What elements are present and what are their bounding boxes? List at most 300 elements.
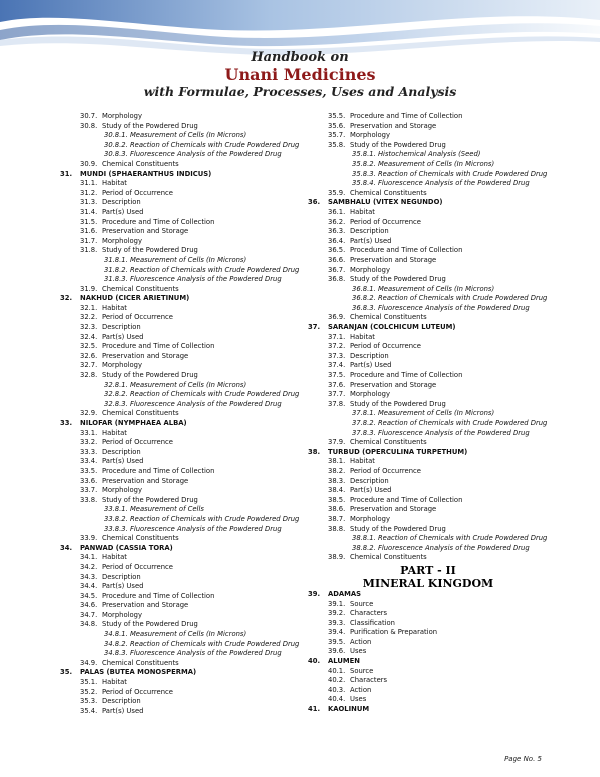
toc-subsection (308, 429, 548, 439)
toc-text: Description (102, 697, 141, 706)
toc-subsection (60, 141, 300, 151)
header-line-1: Handbook on (251, 50, 349, 65)
toc-number: 32.4. (80, 332, 98, 341)
toc-number: 37.6. (328, 380, 346, 389)
toc-section (308, 467, 548, 477)
toc-number: 31.3. (80, 198, 98, 207)
toc-section (308, 237, 548, 247)
toc-text: 38.8.1. Reaction of Chemicals with Crude Powdered Drug (352, 534, 548, 543)
toc-text: Procedure and Time of Collection (102, 466, 215, 475)
toc-text: Habitat (350, 207, 375, 216)
toc-text: Part(s) Used (350, 361, 392, 370)
toc-text: Chemical Constituents (350, 438, 427, 447)
toc-text: Morphology (102, 361, 142, 370)
toc-section (308, 352, 548, 362)
toc-section (308, 638, 548, 648)
toc-text: NAKHUD (CICER ARIETINUM) (80, 294, 190, 303)
toc-number: 38.5. (328, 495, 346, 504)
toc-subsection (308, 160, 548, 170)
toc-section (308, 609, 548, 619)
toc-text: Morphology (350, 131, 390, 140)
toc-subsection (60, 131, 300, 141)
toc-text: TURBUD (OPERCULINA TURPETHUM) (328, 447, 468, 456)
toc-section (308, 208, 548, 218)
toc-text: Action (350, 637, 372, 646)
toc-text: Classification (350, 618, 395, 627)
toc-text: Part(s) Used (102, 457, 144, 466)
toc-text: 37.8.2. Reaction of Chemicals with Crude Powdered Drug (352, 419, 548, 427)
toc-section (308, 477, 548, 487)
toc-section (308, 342, 548, 352)
toc-section (60, 333, 300, 343)
toc-number: 37.8. (328, 399, 346, 408)
toc-number: 35.6. (328, 121, 346, 130)
toc-number: 33.1. (80, 428, 98, 437)
toc-text: Source (350, 666, 374, 675)
toc-subsection (60, 150, 300, 160)
toc-section (60, 496, 300, 506)
toc-section (60, 246, 300, 256)
toc-subsection (60, 266, 300, 276)
toc-number: 38. (308, 447, 321, 456)
toc-text: Preservation and Storage (102, 601, 189, 610)
toc-number: 33.5. (80, 466, 98, 475)
toc-number: 34.8. (80, 620, 98, 629)
toc-text: 35.8.1. Histochemical Analysis (Seed) (352, 150, 481, 159)
toc-section (308, 141, 548, 151)
toc-text: Part(s) Used (350, 236, 392, 245)
toc-number: 36.2. (328, 217, 346, 226)
toc-number: 35.7. (328, 131, 346, 140)
toc-number: 31.2. (80, 188, 98, 197)
toc-number: 35.4. (80, 706, 98, 715)
toc-chapter (60, 544, 300, 554)
toc-text: KAOLINUM (328, 705, 370, 714)
toc-text: Description (350, 351, 389, 360)
toc-number: 33.6. (80, 476, 98, 485)
toc-chapter (308, 323, 548, 333)
toc-text: 30.8.3. Fluorescence Analysis of the Powdered Drug (104, 150, 282, 159)
toc-number: 31.6. (80, 227, 98, 236)
toc-number: 32.2. (80, 313, 98, 322)
toc-text: Habitat (350, 457, 375, 466)
toc-number: 32.8. (80, 371, 98, 380)
toc-number: 39. (308, 589, 321, 598)
toc-section (60, 573, 300, 583)
toc-subsection (308, 294, 548, 304)
toc-text: Morphology (102, 236, 142, 245)
toc-number: 37.5. (328, 371, 346, 380)
toc-text: Morphology (350, 390, 390, 399)
toc-text: MUNDI (SPHAERANTHUS INDICUS) (80, 169, 212, 178)
toc-text: 35.8.3. Reaction of Chemicals with Crude Powdered Drug (352, 169, 548, 178)
toc-number: 36.6. (328, 255, 346, 264)
toc-text: Purification & Preparation (350, 628, 438, 637)
toc-section (308, 246, 548, 256)
toc-text: Procedure and Time of Collection (102, 591, 215, 600)
toc-number: 33.4. (80, 457, 98, 466)
toc-number: 39.1. (328, 599, 346, 608)
toc-section (308, 686, 548, 696)
toc-text: Chemical Constituents (102, 284, 179, 293)
toc-text: Chemical Constituents (102, 534, 179, 543)
toc-text: Period of Occurrence (102, 313, 173, 322)
toc-number: 38.9. (328, 553, 346, 562)
toc-text: Procedure and Time of Collection (102, 217, 215, 226)
toc-section (60, 582, 300, 592)
toc-subsection (308, 419, 548, 429)
toc-text: Description (102, 572, 141, 581)
toc-number: 36.1. (328, 207, 346, 216)
toc-text: Study of the Powdered Drug (102, 121, 198, 130)
toc-text: 30.8.1. Measurement of Cells (In Microns) (104, 131, 247, 140)
toc-number: 39.5. (328, 637, 346, 646)
toc-text: 36.8.3. Fluorescence Analysis of the Powdered Drug (352, 303, 530, 312)
toc-section (60, 122, 300, 132)
toc-section (308, 400, 548, 410)
toc-text: Uses (350, 695, 367, 704)
toc-section (60, 208, 300, 218)
toc-subsection (308, 170, 548, 180)
toc-number: 36.4. (328, 236, 346, 245)
toc-subsection (308, 179, 548, 189)
toc-section (308, 371, 548, 381)
toc-number: 30.7. (80, 112, 98, 120)
toc-number: 35.1. (80, 678, 98, 687)
toc-section (60, 189, 300, 199)
toc-number: 34.2. (80, 562, 98, 571)
toc-section (60, 304, 300, 314)
part-heading: PART - II (400, 563, 456, 577)
toc-section (60, 620, 300, 630)
toc-left-column (60, 112, 300, 716)
toc-text: 30.8.2. Reaction of Chemicals with Crude Powdered Drug (104, 140, 300, 149)
toc-number: 30.8. (80, 121, 98, 130)
toc-text: 36.8.2. Reaction of Chemicals with Crude Powdered Drug (352, 294, 548, 303)
toc-chapter (60, 419, 300, 429)
toc-number: 33.8. (80, 495, 98, 504)
toc-text: Period of Occurrence (102, 438, 173, 447)
toc-number: 37.7. (328, 390, 346, 399)
toc-section (308, 189, 548, 199)
toc-number: 38.6. (328, 505, 346, 514)
toc-chapter (308, 448, 548, 458)
toc-section (60, 352, 300, 362)
toc-section (60, 457, 300, 467)
toc-text: Characters (350, 609, 388, 618)
toc-section (308, 457, 548, 467)
toc-number: 36.8. (328, 275, 346, 284)
toc-subsection (60, 649, 300, 659)
toc-text: Procedure and Time of Collection (350, 495, 463, 504)
toc-section (308, 122, 548, 132)
toc-section (60, 237, 300, 247)
toc-text: Study of the Powdered Drug (102, 246, 198, 255)
toc-number: 32.3. (80, 323, 98, 332)
toc-number: 34. (60, 543, 73, 552)
part-heading: MINERAL KINGDOM (362, 576, 494, 590)
toc-section (308, 695, 548, 705)
toc-section (60, 467, 300, 477)
toc-number: 34.9. (80, 658, 98, 667)
toc-text: Morphology (102, 112, 142, 120)
toc-number: 35.3. (80, 697, 98, 706)
toc-subsection (308, 409, 548, 419)
toc-section (308, 628, 548, 638)
toc-chapter (60, 668, 300, 678)
toc-text: PALAS (BUTEA MONOSPERMA) (80, 668, 197, 677)
toc-section (60, 592, 300, 602)
toc-section (60, 342, 300, 352)
toc-subsection (60, 525, 300, 535)
toc-subsection (60, 275, 300, 285)
toc-text: Chemical Constituents (350, 553, 427, 562)
toc-text: Characters (350, 676, 388, 685)
toc-chapter (60, 170, 300, 180)
toc-section (60, 707, 300, 717)
toc-number: 35.5. (328, 112, 346, 120)
toc-text: Description (102, 323, 141, 332)
toc-text: Period of Occurrence (102, 562, 173, 571)
toc-section (308, 486, 548, 496)
toc-subsection (60, 390, 300, 400)
toc-number: 33.9. (80, 534, 98, 543)
toc-text: Source (350, 599, 374, 608)
toc-section (60, 112, 300, 122)
toc-number: 34.1. (80, 553, 98, 562)
toc-text: 34.8.1. Measurement of Cells (In Microns) (104, 630, 247, 639)
toc-number: 33.7. (80, 486, 98, 495)
toc-number: 31.4. (80, 207, 98, 216)
toc-chapter (60, 294, 300, 304)
toc-text: 31.8.1. Measurement of Cells (In Microns) (104, 255, 247, 264)
toc-section (60, 534, 300, 544)
toc-section (60, 323, 300, 333)
toc-text: Description (350, 476, 389, 485)
toc-section (308, 515, 548, 525)
toc-text: 32.8.2. Reaction of Chemicals with Crude Powdered Drug (104, 390, 300, 399)
toc-text: 33.8.1. Measurement of Cells (104, 505, 204, 514)
toc-number: 40.4. (328, 695, 346, 704)
toc-section (308, 131, 548, 141)
toc-section (60, 160, 300, 170)
toc-section (308, 505, 548, 515)
toc-number: 34.3. (80, 572, 98, 581)
toc-text: PANWAD (CASSIA TORA) (80, 543, 173, 552)
toc-text: Procedure and Time of Collection (350, 371, 463, 380)
toc-text: Procedure and Time of Collection (102, 342, 215, 351)
toc-number: 34.7. (80, 610, 98, 619)
toc-text: Preservation and Storage (350, 255, 437, 264)
toc-number: 35.2. (80, 687, 98, 696)
toc-section (60, 179, 300, 189)
toc-section (308, 266, 548, 276)
toc-section (60, 601, 300, 611)
toc-number: 32. (60, 294, 73, 303)
toc-number: 37.2. (328, 342, 346, 351)
toc-text: Study of the Powdered Drug (102, 495, 198, 504)
toc-subsection (60, 640, 300, 650)
toc-section (60, 409, 300, 419)
toc-text: Part(s) Used (350, 486, 392, 495)
toc-text: Description (102, 198, 141, 207)
toc-text: 34.8.3. Fluorescence Analysis of the Powdered Drug (104, 649, 282, 658)
toc-section (308, 438, 548, 448)
toc-section (60, 371, 300, 381)
toc-number: 33. (60, 419, 73, 427)
toc-text: Part(s) Used (102, 706, 144, 715)
toc-number: 39.2. (328, 609, 346, 618)
toc-text: Chemical Constituents (102, 409, 179, 418)
toc-subsection (60, 256, 300, 266)
toc-section (60, 659, 300, 669)
toc-subsection (60, 505, 300, 515)
toc-text: 35.8.4. Fluorescence Analysis of the Powdered Drug (352, 179, 530, 188)
toc-number: 38.2. (328, 466, 346, 475)
toc-section (308, 361, 548, 371)
toc-text: SARANJAN (COLCHICUM LUTEUM) (328, 323, 456, 332)
toc-text: 31.8.3. Fluorescence Analysis of the Powdered Drug (104, 275, 282, 284)
toc-text: Habitat (102, 179, 127, 188)
toc-text: Study of the Powdered Drug (350, 399, 446, 408)
toc-number: 38.3. (328, 476, 346, 485)
toc-number: 31.7. (80, 236, 98, 245)
toc-subsection (60, 381, 300, 391)
toc-number: 34.6. (80, 601, 98, 610)
toc-section (308, 525, 548, 535)
toc-number: 40.3. (328, 685, 346, 694)
toc-text: Part(s) Used (102, 207, 144, 216)
toc-chapter (308, 705, 548, 715)
toc-number: 35.8. (328, 140, 346, 149)
toc-text: 37.8.3. Fluorescence Analysis of the Powdered Drug (352, 428, 530, 437)
toc-text: Morphology (350, 514, 390, 523)
toc-number: 32.6. (80, 351, 98, 360)
toc-section (308, 313, 548, 323)
toc-section (308, 112, 548, 122)
toc-text: 35.8.2. Measurement of Cells (In Microns) (352, 159, 495, 168)
toc-section (60, 678, 300, 688)
toc-number: 38.4. (328, 486, 346, 495)
toc-subsection (308, 304, 548, 314)
toc-number: 36.7. (328, 265, 346, 274)
toc-number: 39.3. (328, 618, 346, 627)
toc-section (60, 697, 300, 707)
toc-text: 37.8.1. Measurement of Cells (In Microns) (352, 409, 495, 418)
toc-section (60, 486, 300, 496)
toc-text: Study of the Powdered Drug (350, 140, 446, 149)
toc-number: 36.3. (328, 227, 346, 236)
toc-subsection (308, 150, 548, 160)
toc-text: 38.8.2. Fluorescence Analysis of the Powdered Drug (352, 543, 530, 552)
toc-subsection (60, 400, 300, 410)
toc-text: Period of Occurrence (102, 687, 173, 696)
toc-text: ALUMEN (328, 657, 360, 666)
toc-text: NILOFAR (NYMPHAEA ALBA) (80, 419, 187, 427)
toc-number: 38.7. (328, 514, 346, 523)
toc-section (60, 477, 300, 487)
toc-section (60, 448, 300, 458)
toc-text: 33.8.2. Reaction of Chemicals with Crude Powdered Drug (104, 514, 300, 523)
toc-subsection (60, 630, 300, 640)
toc-chapter (308, 657, 548, 667)
toc-text: 31.8.2. Reaction of Chemicals with Crude Powdered Drug (104, 265, 300, 274)
toc-section (308, 676, 548, 686)
toc-section (308, 227, 548, 237)
toc-section (308, 619, 548, 629)
toc-number: 38.1. (328, 457, 346, 466)
header-subtitle: with Formulae, Processes, Uses and Analysis (143, 84, 457, 99)
toc-number: 32.7. (80, 361, 98, 370)
toc-number: 35.9. (328, 188, 346, 197)
toc-text: Chemical Constituents (102, 159, 179, 168)
toc-text: Period of Occurrence (350, 466, 421, 475)
toc-section (308, 390, 548, 400)
toc-number: 38.8. (328, 524, 346, 533)
toc-section (60, 218, 300, 228)
toc-text: Morphology (102, 486, 142, 495)
toc-number: 37. (308, 323, 321, 332)
toc-text: 36.8.1. Measurement of Cells (In Microns) (352, 284, 495, 293)
toc-chapter (308, 590, 548, 600)
toc-number: 33.3. (80, 447, 98, 456)
toc-number: 32.1. (80, 303, 98, 312)
toc-text: Chemical Constituents (350, 188, 427, 197)
toc-number: 34.4. (80, 582, 98, 591)
toc-text: Action (350, 685, 372, 694)
toc-number: 34.5. (80, 591, 98, 600)
toc-text: Habitat (102, 553, 127, 562)
toc-text: SAMBHALU (VITEX NEGUNDO) (328, 198, 443, 207)
toc-right-column (308, 112, 548, 715)
toc-section (308, 600, 548, 610)
toc-chapter (308, 198, 548, 208)
toc-text: Period of Occurrence (350, 342, 421, 351)
toc-number: 40. (308, 657, 321, 666)
toc-section (308, 333, 548, 343)
toc-number: 31. (60, 169, 73, 178)
toc-number: 40.1. (328, 666, 346, 675)
toc-text: Morphology (102, 610, 142, 619)
toc-number: 31.9. (80, 284, 98, 293)
toc-section (308, 496, 548, 506)
toc-text: Preservation and Storage (350, 121, 437, 130)
toc-text: 32.8.1. Measurement of Cells (In Microns) (104, 380, 247, 389)
toc-section (60, 563, 300, 573)
toc-text: Study of the Powdered Drug (350, 275, 446, 284)
toc-number: 31.1. (80, 179, 98, 188)
toc-text: Preservation and Storage (350, 505, 437, 514)
toc-number: 32.5. (80, 342, 98, 351)
toc-text: Preservation and Storage (102, 227, 189, 236)
toc-text: Morphology (350, 265, 390, 274)
toc-section (60, 611, 300, 621)
toc-text: Description (102, 447, 141, 456)
toc-subsection (308, 285, 548, 295)
toc-text: Part(s) Used (102, 582, 144, 591)
toc-section (308, 553, 548, 563)
toc-number: 31.5. (80, 217, 98, 226)
toc-text: Study of the Powdered Drug (102, 620, 198, 629)
toc-text: Habitat (102, 428, 127, 437)
toc-number: 37.4. (328, 361, 346, 370)
toc-text: Period of Occurrence (102, 188, 173, 197)
page-header (0, 50, 600, 99)
toc-text: Procedure and Time of Collection (350, 246, 463, 255)
toc-section (60, 285, 300, 295)
toc-text: Chemical Constituents (350, 313, 427, 322)
toc-section (60, 688, 300, 698)
